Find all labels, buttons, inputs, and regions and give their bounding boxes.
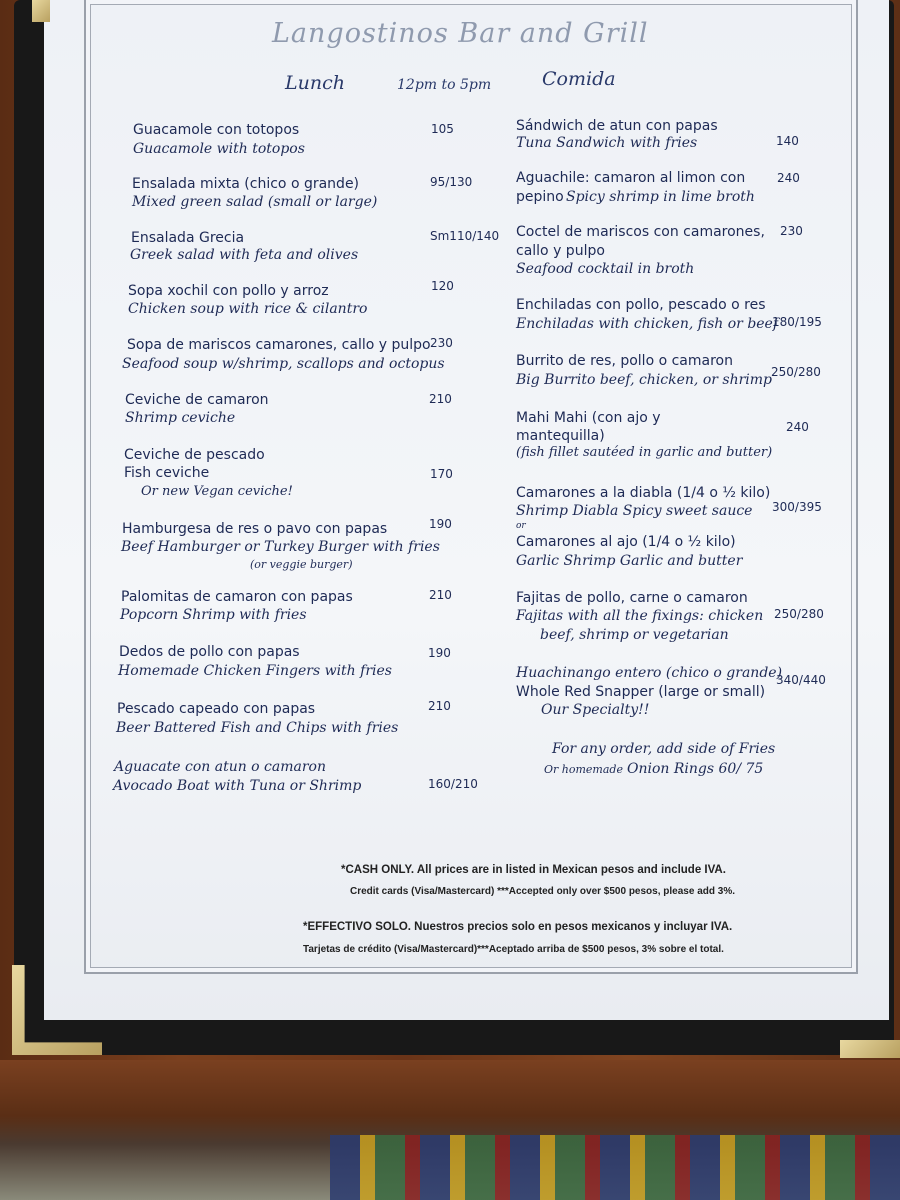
side-order-note-small: Or homemade xyxy=(544,763,623,776)
menu-item-price: 210 xyxy=(428,699,451,713)
menu-item-note: (or veggie burger) xyxy=(250,558,353,571)
menu-item-translation: Fish ceviche xyxy=(124,465,210,481)
menu-item-name: Fajitas de pollo, carne o camaron xyxy=(516,590,748,606)
menu-item-name: Ceviche de pescado xyxy=(124,447,265,463)
menu-item-price: 300/395 xyxy=(772,500,822,514)
menu-item-translation: Spicy shrimp in lime broth xyxy=(566,189,755,205)
side-order-note: For any order, add side of Fries xyxy=(552,741,776,757)
menu-item-translation: Homemade Chicken Fingers with fries xyxy=(118,663,392,679)
menu-item-name-cont: pepino xyxy=(516,189,564,205)
menu-item-or: or xyxy=(516,521,526,531)
menu-item-price: 180/195 xyxy=(772,315,822,329)
menu-item-name: Pescado capeado con papas xyxy=(117,701,316,717)
menu-item-price: 210 xyxy=(429,588,452,602)
menu-item-translation: Beer Battered Fish and Chips with fries xyxy=(116,720,399,736)
menu-item-name: Sopa de mariscos camarones, callo y pulpo xyxy=(127,337,431,353)
menu-item-price: 240 xyxy=(777,171,800,185)
menu-item-name: Sándwich de atun con papas xyxy=(516,118,718,134)
menu-item-name: Sopa xochil con pollo y arroz xyxy=(128,283,329,299)
menu-item-name: Hamburgesa de res o pavo con papas xyxy=(122,521,388,537)
menu-item-price: 120 xyxy=(431,279,454,293)
menu-item-price: 240 xyxy=(786,420,809,434)
menu-item-translation: Guacamole with totopos xyxy=(133,141,305,157)
binder-corner-bottom-right xyxy=(840,1040,900,1058)
menu-item-translation: Tuna Sandwich with fries xyxy=(516,135,698,151)
menu-item-name: Huachinango entero (chico o grande) xyxy=(516,665,783,681)
menu-item-name: Guacamole con totopos xyxy=(133,122,300,138)
menu-item-price: 340/440 xyxy=(776,673,826,687)
menu-item-name: Ceviche de camaron xyxy=(125,392,269,408)
lunch-hours: 12pm to 5pm xyxy=(397,77,492,93)
menu-item-translation: Chicken soup with rice & cilantro xyxy=(128,301,368,317)
menu-item-translation: Whole Red Snapper (large or small) xyxy=(516,684,766,700)
menu-item-translation: Big Burrito beef, chicken, or shrimp xyxy=(516,372,773,388)
menu-item-translation: Shrimp ceviche xyxy=(125,410,236,426)
menu-item-translation: Garlic Shrimp Garlic and butter xyxy=(516,553,743,569)
menu-item-price: 105 xyxy=(431,122,454,136)
menu-item-name: Camarones a la diabla (1/4 o ½ kilo) xyxy=(516,485,771,501)
menu-item-translation: Seafood cocktail in broth xyxy=(516,261,695,277)
menu-item-note: Or new Vegan ceviche! xyxy=(141,484,293,499)
menu-item-name: Burrito de res, pollo o camaron xyxy=(516,353,733,369)
menu-item-translation: Mixed green salad (small or large) xyxy=(132,194,378,210)
menu-item-note: Our Specialty!! xyxy=(541,702,650,718)
menu-item-translation: beef, shrimp or vegetarian xyxy=(540,627,729,643)
menu-item-price: 140 xyxy=(776,134,799,148)
woven-rug xyxy=(330,1135,900,1200)
menu-item-price: 190 xyxy=(428,646,451,660)
menu-item-name: Dedos de pollo con papas xyxy=(119,644,300,660)
efectivo-note: *EFFECTIVO SOLO. Nuestros precios solo en pesos mexicanos y incluyar IVA. xyxy=(303,921,733,933)
menu-item-price: 230 xyxy=(430,336,453,350)
menu-item-name: Ensalada mixta (chico o grande) xyxy=(132,176,360,192)
menu-item-translation: Enchiladas with chicken, fish or beef xyxy=(516,316,779,332)
menu-item-translation: Greek salad with feta and olives xyxy=(130,247,359,263)
menu-item-name-cont: callo y pulpo xyxy=(516,243,605,259)
menu-item-price: 170 xyxy=(430,467,453,481)
menu-item-name: Coctel de mariscos con camarones, xyxy=(516,224,765,240)
menu-item-name: Enchiladas con pollo, pescado o res xyxy=(516,297,766,313)
menu-item-translation: Fajitas with all the fixings: chicken xyxy=(516,608,764,624)
menu-item-translation: Popcorn Shrimp with fries xyxy=(120,607,307,623)
menu-item-price: 160/210 xyxy=(428,777,478,791)
menu-item-name: Palomitas de camaron con papas xyxy=(121,589,353,605)
lunch-heading: Lunch xyxy=(285,72,345,94)
menu-item-name: Aguachile: camaron al limon con xyxy=(516,170,746,186)
binder-corner-top-left xyxy=(32,0,50,22)
side-order-note-2: Onion Rings 60/ 75 xyxy=(627,761,764,777)
cash-only-note: *CASH ONLY. All prices are in listed in Mexican pesos and include IVA. xyxy=(341,864,726,876)
menu-item-price: 230 xyxy=(780,224,803,238)
menu-item-price: 250/280 xyxy=(774,607,824,621)
menu-item-name-cont: mantequilla) xyxy=(516,428,605,444)
tarjetas-note: Tarjetas de crédito (Visa/Mastercard)***Aceptado arriba de $500 pesos, 3% sobre el total. xyxy=(303,944,724,955)
menu-item-price: 95/130 xyxy=(430,175,473,189)
menu-item-price: Sm110/140 xyxy=(430,229,500,243)
menu-item-price: 210 xyxy=(429,392,452,406)
menu-item-name: Ensalada Grecia xyxy=(131,230,245,246)
menu-item-price: 190 xyxy=(429,517,452,531)
menu-item-name: Camarones al ajo (1/4 o ½ kilo) xyxy=(516,534,736,550)
menu-item-translation: Shrimp Diabla Spicy sweet sauce xyxy=(516,503,753,519)
menu-item-translation: Avocado Boat with Tuna or Shrimp xyxy=(113,778,362,794)
menu-item-price: 250/280 xyxy=(771,365,821,379)
credit-card-note: Credit cards (Visa/Mastercard) ***Accepted only over $500 pesos, please add 3%. xyxy=(350,886,735,897)
restaurant-title: Langostinos Bar and Grill xyxy=(272,18,649,49)
comida-heading: Comida xyxy=(542,68,616,90)
menu-item-translation: Beef Hamburger or Turkey Burger with fries xyxy=(121,539,440,555)
menu-item-translation: Seafood soup w/shrimp, scallops and octopus xyxy=(122,356,445,372)
menu-item-name: Mahi Mahi (con ajo y xyxy=(516,410,661,426)
menu-item-translation: (fish fillet sautéed in garlic and butter) xyxy=(516,445,773,460)
menu-item-name: Aguacate con atun o camaron xyxy=(114,759,327,775)
